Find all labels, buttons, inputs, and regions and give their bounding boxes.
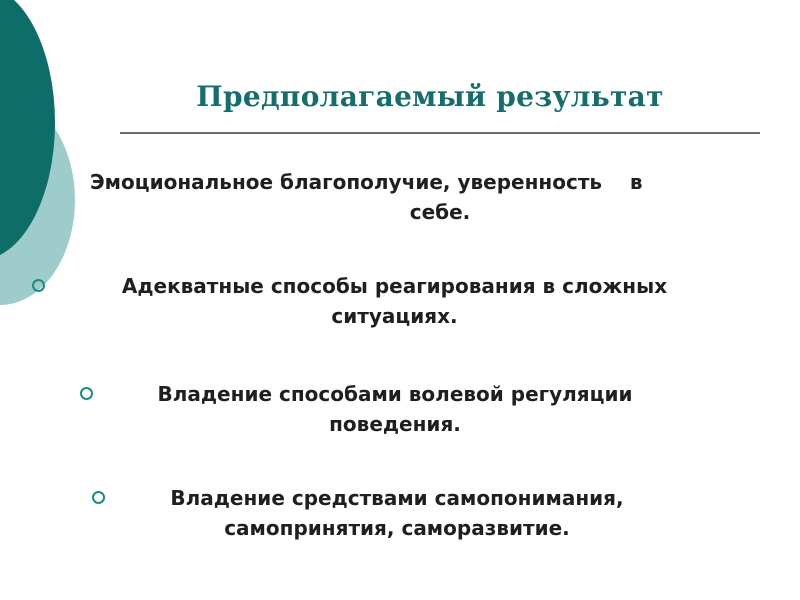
item-line-1: Владение способами волевой регуляции	[157, 382, 633, 406]
hollow-circle-bullet-icon	[92, 491, 105, 504]
title-divider	[120, 132, 760, 134]
list-item-volitional-regulation	[80, 379, 690, 439]
item-line-2: ситуациях.	[331, 304, 458, 328]
list-item-emotional-wellbeing	[90, 167, 750, 227]
list-item-adequate-reactions	[32, 271, 737, 331]
hollow-circle-bullet-icon	[32, 279, 45, 292]
item-line-1: Адекватные способы реагирования в сложных	[121, 274, 668, 298]
item-line-2: себе.	[409, 200, 471, 224]
item-line-2: самопринятия, саморазвитие.	[224, 516, 570, 540]
item-line-1: Эмоциональное благополучие, уверенность в	[90, 170, 643, 194]
hollow-circle-bullet-icon	[80, 387, 93, 400]
item-line-2: поведения.	[329, 412, 461, 436]
item-line-1: Владение средствами самопонимания,	[170, 486, 624, 510]
list-item-self-understanding	[92, 483, 682, 543]
slide-title: Предполагаемый результат	[196, 80, 664, 113]
